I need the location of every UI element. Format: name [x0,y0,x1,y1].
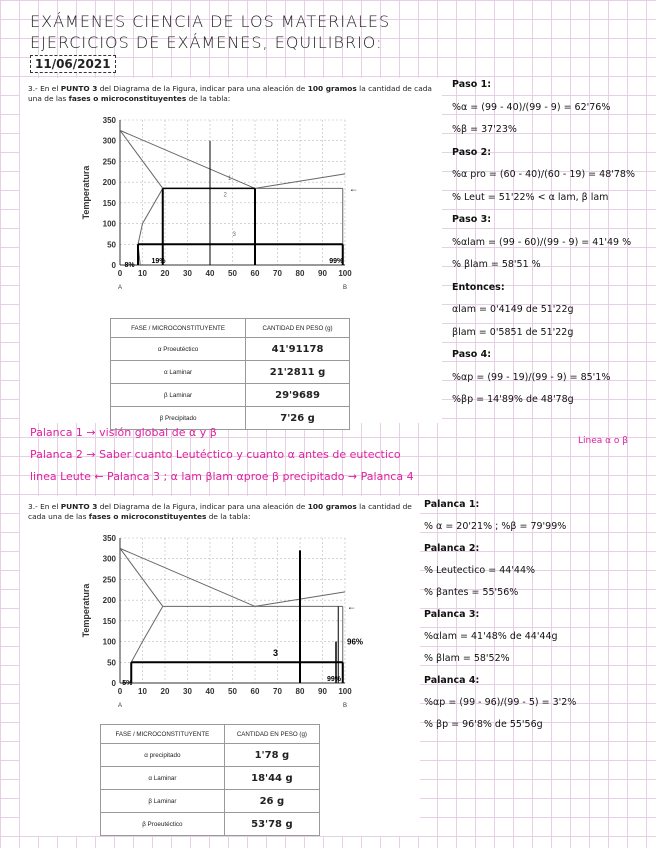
note-line: % βlam = 58'52% [424,653,510,664]
x-tick-label: 70 [273,269,282,278]
x-tick-label: 100 [338,687,352,696]
phase-boundary-line [131,606,163,683]
y-tick-label: 0 [111,679,116,688]
note-line: αlam = 0'4149 de 51'22g [452,304,574,315]
table-row: α Laminar 21'2811 g [111,361,350,384]
table-row: α Proeutéctico 41'91178 [111,338,350,361]
y-tick-label: 200 [102,596,116,606]
note-line: % Leut = 51'22% < α lam, β lam [452,191,609,203]
exercise-1-card [20,78,442,423]
pink-note-side: Linea α o β [578,436,629,446]
annotation-mid-pct: 19% [151,258,166,265]
y-tick-label: 150 [102,616,116,626]
phase-boundary-line [138,188,163,265]
x-end-label-a: A [117,703,123,709]
x-tick-label: 50 [228,269,237,278]
y-tick-label: 350 [102,116,116,125]
note-line: %βp = 14'89% de 48'78g [452,394,574,405]
x-tick-label: 90 [318,269,327,278]
point-label-3: 3 [232,232,236,238]
y-tick-label: 300 [102,136,116,146]
arrow-icon: ← [349,183,358,194]
date-label: 11/06/2021 [30,55,116,73]
page-title: EXÁMENES CIENCIA DE LOS MATERIALES [30,12,391,31]
note-line: %αlam = (99 - 60)/(99 - 9) = 41'49 % [452,236,632,248]
y-axis-label: Temperatura [81,583,91,638]
phase-diagram-1 [75,110,375,310]
note-line: %αp = (99 - 96)/(99 - 5) = 3'2% [424,697,577,708]
exercise-1-notes [452,74,635,412]
page-subtitle: EJERCICIOS DE EXÁMENES, EQUILIBRIO: [30,33,383,52]
note-heading: Palanca 2: [424,543,480,554]
table-row: β Proeutéctico 53'78 g [101,813,320,836]
annotation-left-pct: 5% [122,680,133,687]
note-heading: Paso 3: [452,214,492,225]
table-header: CANTIDAD EN PESO (g) [224,725,319,744]
x-tick-label: 60 [250,687,260,696]
y-tick-label: 300 [102,554,116,564]
note-heading: Entonces: [452,281,505,293]
y-tick-label: 350 [102,534,116,543]
note-line: % βantes = 55'56% [424,587,519,598]
exercise-2-statement: 3.- En el PUNTO 3 del Diagrama de la Figura, indicar para una aleación de 100 gramos la cantidad de cada una de las fases o microconstituyentes de la tabla: [28,502,412,521]
y-axis-label: Temperatura [81,165,91,220]
table-row: β Laminar 26 g [101,790,320,813]
y-tick-label: 100 [102,219,116,229]
y-tick-label: 100 [102,637,116,647]
table-row: α precipitado 1'78 g [101,744,320,767]
x-tick-label: 30 [183,687,192,696]
pink-note-line-1: Palanca 1 → visión global de α y β [30,426,217,439]
y-tick-label: 0 [111,261,116,270]
note-line: % Leutectico = 44'44% [424,565,536,576]
note-heading: Paso 2: [452,146,492,158]
exercise-1-table [110,318,350,430]
exercise-2-card [20,496,420,836]
table-header: CANTIDAD EN PESO (g) [246,319,350,338]
y-tick-label: 50 [107,658,116,668]
note-line: %αlam = 41'48% de 44'44g [424,631,558,642]
point-label-2: 2 [223,192,227,199]
exercise-1-statement: 3.- En el PUNTO 3 del Diagrama de la Figura, indicar para una aleación de 100 gramos la cantidad de cada una de las fases o microconstituyentes de la tabla: [28,84,432,103]
x-tick-label: 60 [250,269,260,278]
x-tick-label: 50 [228,687,237,696]
x-end-label-b: B [342,285,348,291]
annotation-right-pct: 99% [329,258,344,265]
x-end-label-a: A [117,285,123,291]
annotation-right-pct-2: 99% [327,676,342,683]
y-tick-label: 250 [102,157,116,167]
note-heading: Paso 1: [452,79,492,90]
x-tick-label: 0 [117,269,123,278]
x-tick-label: 0 [117,687,123,696]
note-heading: Palanca 4: [424,675,480,686]
x-tick-label: 80 [295,687,305,696]
pink-note-line-2: Palanca 2 → Saber cuanto Leutéctico y cuanto α antes de eutectico [30,448,401,461]
note-line: %α pro = (60 - 40)/(60 - 19) = 48'78% [452,169,635,180]
x-tick-label: 90 [318,687,327,696]
x-tick-label: 10 [138,687,147,696]
table-row: β Precipitado 7'26 g [111,407,350,430]
note-line: % βlam = 58'51 % [452,259,541,270]
pink-note-line-3: linea Leute ← Palanca 3 ; α lam βlam αproe β precipitado → Palanca 4 [30,470,414,483]
table-header: FASE / MICROCONSTITUYENTE [101,725,225,744]
note-line: %β = 37'23% [452,124,517,135]
note-line: βlam = 0'5851 de 51'22g [452,326,574,338]
y-tick-label: 150 [102,198,116,208]
x-end-label-b: B [342,703,348,709]
x-tick-label: 40 [205,687,215,696]
note-line: %α = (99 - 40)/(99 - 9) = 62'76% [452,101,611,113]
table-header: FASE / MICROCONSTITUYENTE [111,319,246,338]
x-tick-label: 20 [160,269,170,278]
phase-boundary-line [120,130,345,188]
note-line: %αp = (99 - 19)/(99 - 9) = 85'1% [452,371,611,383]
y-tick-label: 200 [102,178,116,188]
x-tick-label: 10 [138,269,147,278]
exercise-2-notes [424,494,576,736]
note-line: % βp = 96'8% de 55'56g [424,719,543,730]
x-tick-label: 80 [295,269,305,278]
x-tick-label: 20 [160,687,170,696]
x-tick-label: 40 [205,269,215,278]
note-heading: Palanca 1: [424,499,480,510]
x-tick-label: 70 [273,687,282,696]
x-tick-label: 100 [338,269,352,278]
x-tick-label: 30 [183,269,192,278]
exercise-2-table [100,724,320,836]
note-heading: Palanca 3: [424,609,480,620]
point-label-3: 3 [273,648,279,659]
point-label-1: 1 [228,176,232,183]
phase-boundary-line [120,548,345,606]
arrow-icon: ← [347,601,356,612]
note-heading: Paso 4: [452,349,492,360]
annotation-right-pct: 96% [347,637,364,647]
y-tick-label: 250 [102,575,116,585]
table-row: β Laminar 29'9689 [111,384,350,407]
note-line: % α = 20'21% ; %β = 79'99% [424,521,567,532]
table-row: α Laminar 18'44 g [101,767,320,790]
annotation-left-pct: 8% [124,262,135,269]
y-tick-label: 50 [107,240,116,250]
phase-diagram-2 [75,528,375,728]
